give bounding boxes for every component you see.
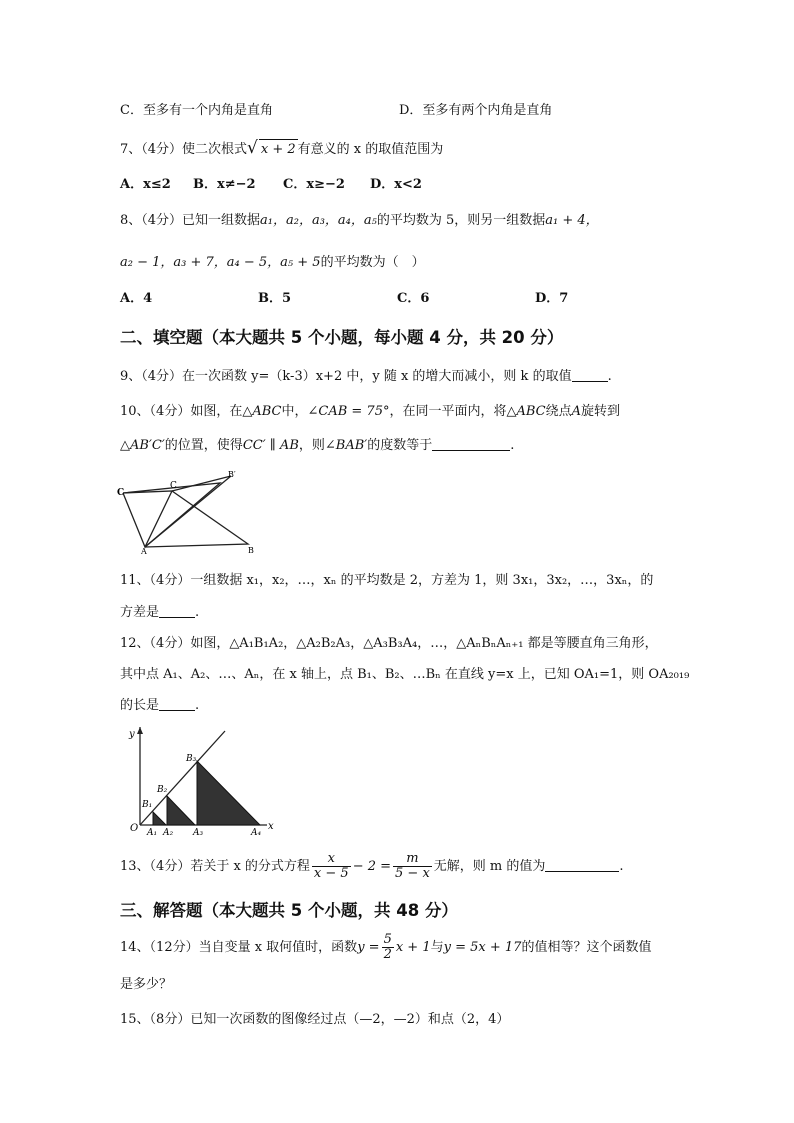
- q7-prefix: 7、（4分）使二次根式: [120, 142, 248, 157]
- question-14-line1: [120, 933, 651, 963]
- question-11-line1: 11、（4分）一组数据 x₁，x₂，…，xₙ 的平均数是 2，方差为 1，则 3x₁，3x₂，…，3xₙ，的: [120, 573, 654, 588]
- q12-label-o: O: [130, 823, 139, 834]
- section-3-heading: 三、解答题（本大题共 5 个小题，共 48 分）: [120, 901, 458, 920]
- q8-suffix: 的平均数为（ ）: [320, 255, 425, 270]
- q11-answer-blank[interactable]: [159, 603, 195, 618]
- y-axis-arrow: [137, 727, 143, 734]
- q8-option-a: A．4: [120, 291, 153, 306]
- q7-suffix: 有意义的 x 的取值范围为: [297, 142, 444, 157]
- q10-mid3: 绕点: [545, 404, 572, 419]
- q12-label-x: x: [268, 821, 274, 832]
- q7-option-b: B．x≠−2: [193, 177, 256, 192]
- question-10-line1: [120, 402, 620, 422]
- q10-label-b-prime: B′: [228, 470, 236, 479]
- triangle-a2-b2-a3: [167, 796, 195, 825]
- q14-denominator: 2: [383, 947, 392, 962]
- q8-option-b: B．5: [258, 291, 292, 306]
- q10-period: .: [510, 438, 515, 453]
- q13-fraction-1: [312, 852, 351, 881]
- q14-fraction: [382, 933, 394, 962]
- sqrt-symbol: √: [247, 138, 258, 158]
- q10-label-c-prime: C: [117, 488, 125, 498]
- q12-figure: [117, 723, 277, 838]
- q13-f2-numerator: m: [393, 852, 432, 867]
- triangle-a1-b1-a2: [153, 812, 166, 825]
- question-12-line3: [120, 696, 199, 716]
- question-12-line1: 12、（4分）如图，△A₁B₁A₂，△A₂B₂A₃，△A₃B₃A₄，…，△AₙBₙAₙ₊₁ 都是等腰直角三角形，: [120, 636, 658, 651]
- q7-radicand: x + 2: [259, 139, 298, 160]
- question-9: [120, 367, 612, 387]
- q10-triangle-abc: △ABC: [242, 404, 282, 419]
- question-10-line2: [120, 436, 514, 456]
- q10-answer-blank[interactable]: [432, 436, 510, 451]
- q13-f1-numerator: x: [312, 852, 351, 867]
- q10-parallel: CC′ ∥ AB: [242, 438, 299, 453]
- q12-label-b3: B₃: [186, 754, 197, 764]
- q8-end: a₁ + 4，: [545, 213, 599, 228]
- q10-angle-bab: ∠BAB′: [324, 438, 368, 453]
- q13-mid: − 2 =: [352, 859, 392, 874]
- q13-f2-denominator: 5 − x: [395, 866, 430, 881]
- q12-label-a2: A₂: [163, 828, 174, 838]
- q14-rest: x + 1: [395, 940, 431, 955]
- q7-option-a: A．x≤2: [120, 177, 171, 192]
- q13-prefix: 13、（4分）若关于 x 的分式方程: [120, 859, 310, 874]
- q10-line2-mid2: ，则: [298, 438, 325, 453]
- q11-period: .: [195, 605, 200, 620]
- q8-option-d: D．7: [535, 291, 569, 306]
- question-15: 15、（8分）已知一次函数的图像经过点（—2，—2）和点（2，4）: [120, 1012, 510, 1027]
- q13-period: .: [619, 859, 624, 874]
- q10-triangle-abc-prime: △AB′C′: [120, 438, 165, 453]
- q10-triangle-abc-2: △ABC: [506, 404, 546, 419]
- q9-text: 9、（4分）在一次函数 y=（k-3）x+2 中，y 随 x 的增大而减小，则 k 的取值: [120, 369, 572, 384]
- q14-function-2: y = 5x + 17: [443, 940, 522, 955]
- q12-label-a4: A₄: [251, 828, 262, 838]
- q10-label-c: C: [170, 481, 177, 491]
- q10-triangle-acc: [123, 491, 172, 547]
- q10-mid2: ，在同一平面内，将: [389, 404, 507, 419]
- q9-period: .: [607, 369, 612, 384]
- q10-line1-end: 旋转到: [581, 404, 621, 419]
- section-2-heading: 二、填空题（本大题共 5 个小题，每小题 4 分，共 20 分）: [120, 328, 564, 347]
- q14-lhs: y =: [357, 940, 380, 955]
- q12-label-b1: B₁: [142, 800, 153, 810]
- q8-mid: 的平均数为 5，则另一组数据: [376, 213, 546, 228]
- q8-data2: a₂ − 1，a₃ + 7，a₄ − 5，a₅ + 5: [120, 255, 321, 270]
- q11-line2-text: 方差是: [120, 605, 160, 620]
- q10-mid: 中，: [281, 404, 308, 419]
- q10-point-a: A: [571, 404, 582, 419]
- q12-label-y: y: [129, 729, 135, 740]
- q13-answer-blank[interactable]: [545, 857, 619, 872]
- q12-answer-blank[interactable]: [159, 696, 195, 711]
- q8-data: a₁，a₂，a₃，a₄，a₅: [260, 213, 377, 228]
- q6-option-d: D．至多有两个内角是直角: [399, 103, 553, 118]
- q13-f1-denominator: x − 5: [313, 866, 349, 881]
- q7-option-d: D．x<2: [370, 177, 422, 192]
- q12-label-a3: A₃: [193, 828, 204, 838]
- q14-numerator: 5: [383, 932, 392, 947]
- q10-label-b: B: [248, 546, 254, 555]
- q14-prefix: 14、（12分）当自变量 x 取何值时，函数: [120, 940, 358, 955]
- q10-line2-mid: 的位置，使得: [164, 438, 243, 453]
- question-8-line2: [120, 253, 425, 273]
- triangle-a3-b3-a4: [197, 761, 260, 825]
- q9-answer-blank[interactable]: [572, 367, 608, 382]
- question-12-line2: 其中点 A₁、A₂、…、Aₙ，在 x 轴上，点 B₁、B₂、…Bₙ 在直线 y=x 上，已知 OA₁=1，则 OA₂₀₁₉: [120, 667, 690, 682]
- q12-label-b2: B₂: [157, 785, 168, 795]
- q10-triangle-cba: [145, 491, 248, 547]
- question-13: [120, 852, 624, 882]
- q14-suffix: 的值相等？这个函数值: [521, 940, 652, 955]
- q10-label-a: A: [141, 547, 147, 556]
- q12-label-a1: A₁: [147, 828, 158, 838]
- q12-period: .: [195, 698, 200, 713]
- q12-line3-text: 的长是: [120, 698, 160, 713]
- q13-fraction-2: [393, 852, 432, 881]
- q10-angle-cab: ∠CAB = 75°: [307, 404, 390, 419]
- q7-option-c: C．x≥−2: [283, 177, 345, 192]
- question-7: [120, 138, 443, 160]
- question-8-line1: [120, 211, 599, 231]
- q6-option-c: C．至多有一个内角是直角: [120, 103, 273, 118]
- q14-mid: 与: [430, 940, 444, 955]
- question-11-line2: [120, 603, 199, 623]
- q10-prefix: 10、（4分）如图，在: [120, 404, 243, 419]
- q10-line2-end: 的度数等于: [367, 438, 433, 453]
- q13-suffix: 无解，则 m 的值为: [433, 859, 546, 874]
- q8-option-c: C．6: [397, 291, 430, 306]
- q8-prefix: 8、（4分）已知一组数据: [120, 213, 261, 228]
- question-14-line2: 是多少？: [120, 977, 173, 992]
- q10-figure: [113, 466, 263, 560]
